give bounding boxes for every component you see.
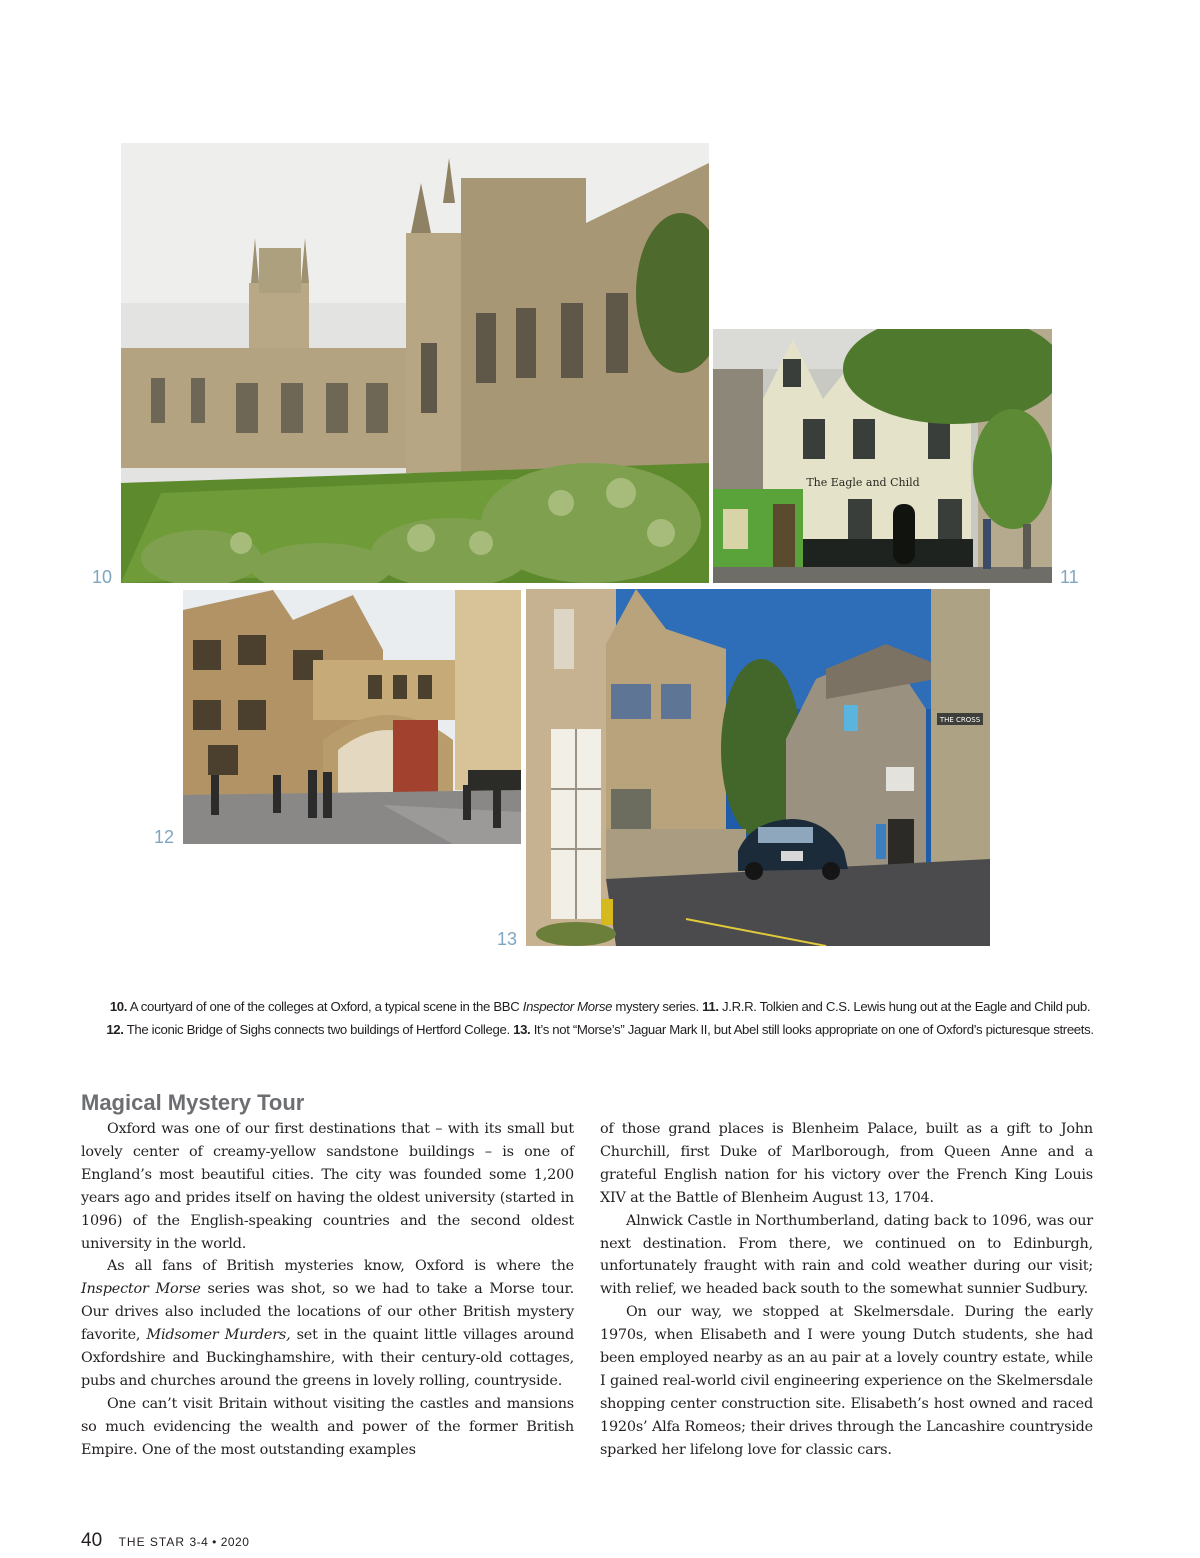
- caption-10-number: 10.: [109, 999, 128, 1014]
- italic-inspector-morse: Inspector Morse: [81, 1281, 201, 1298]
- photo-number-12: 12: [154, 827, 175, 847]
- caption-10-text-a: A courtyard of one of the colleges at Oxford, a typical scene in the BBC: [129, 999, 520, 1014]
- caption-12-number: 12.: [106, 1022, 124, 1037]
- caption-11-number: 11.: [702, 999, 719, 1014]
- paragraph-3-continued: of those grand places is Blenheim Palace, built as a gift to John Churchill, first Duke of Marlborough, from Queen Anne and a grateful English nation for his victory over the French King Louis XIV at the Battle of Blenheim August 13, 1704.: [600, 1121, 1093, 1206]
- photo-bridge-of-sighs: [183, 590, 521, 844]
- photo-captions: [60, 995, 1140, 1041]
- caption-10-italic: Inspector Morse: [522, 999, 613, 1014]
- page-footer: [81, 1530, 249, 1552]
- photo-oxford-courtyard: [121, 143, 709, 583]
- photo-number-10: 10: [92, 567, 113, 587]
- article-column-right: [600, 1118, 1093, 1462]
- photo-eagle-and-child: [713, 329, 1052, 583]
- pub-sign-text: The Eagle and Child: [806, 476, 920, 489]
- caption-line-1: [60, 995, 1140, 1018]
- paragraph-5: On our way, we stopped at Skelmersdale. During the early 1970s, when Elisabeth and I were young Dutch students, she had been employed nearby as an au pair at a lovely country estate, while I gained real-world civil engineering experience on the Skelmersdale shopping center construction site. Elisabeth’s host owned and raced 1920s’ Alfa Romeos; their drives through the Lancashire countryside sparked her lifelong love for classic cars.: [600, 1304, 1093, 1458]
- photo-number-11: 11: [1060, 567, 1079, 587]
- street-sign-text: THE CROSS: [939, 716, 981, 724]
- photo-number-13: 13: [497, 929, 518, 949]
- article-heading: Magical Mystery Tour: [81, 1090, 305, 1115]
- caption-line-2: [60, 1018, 1140, 1041]
- caption-10-text-b: mystery series.: [615, 999, 699, 1014]
- paragraph-1: Oxford was one of our first destinations that – with its small but lovely center of creamy-yellow sandstone buildings – is one of England’s most beautiful cities. The city was founded some 1,200 years ago and prides itself on having the oldest university (started in 1096) of the English-speaking countries and the second oldest university in the world.: [81, 1121, 574, 1252]
- photo-jaguar-village-street: [526, 589, 990, 946]
- paragraph-4: Alnwick Castle in Northumberland, dating back to 1096, was our next destination. From there, we continued on to Edinburgh, unfortunately fraught with rain and cold weather during our visit; with relief, we headed back south to the somewhat sunnier Sudbury.: [600, 1212, 1093, 1298]
- issue-number: 3-4 • 2020: [189, 1535, 250, 1549]
- page-number: 40: [81, 1530, 103, 1551]
- article-column-left: [81, 1118, 574, 1462]
- caption-13-text: It’s not “Morse’s” Jaguar Mark II, but Abel still looks appropriate on one of Oxford’s picturesque streets.: [533, 1022, 1094, 1037]
- caption-12-text: The iconic Bridge of Sighs connects two buildings of Hertford College.: [126, 1022, 510, 1037]
- caption-13-number: 13.: [513, 1022, 531, 1037]
- italic-midsomer-murders: Midsomer Murders,: [146, 1327, 291, 1344]
- paragraph-3: One can’t visit Britain without visiting the castles and mansions so much evidencing the wealth and power of the former British Empire. One of the most outstanding examples: [81, 1395, 574, 1458]
- magazine-name: THE STAR: [118, 1535, 186, 1549]
- paragraph-2: As all fans of British mysteries know, Oxford is where the Inspector Morse series was shot, so we had to take a Morse tour. Our drives also included the locations of our other British mystery favorite, Midsomer Murders, set in the quaint little villages around Oxfordshire and Buckinghamshire, with their century-old cottages, pubs and churches around the greens in lovely rolling, countryside.: [81, 1258, 574, 1389]
- caption-11-text: J.R.R. Tolkien and C.S. Lewis hung out at the Eagle and Child pub.: [722, 999, 1091, 1014]
